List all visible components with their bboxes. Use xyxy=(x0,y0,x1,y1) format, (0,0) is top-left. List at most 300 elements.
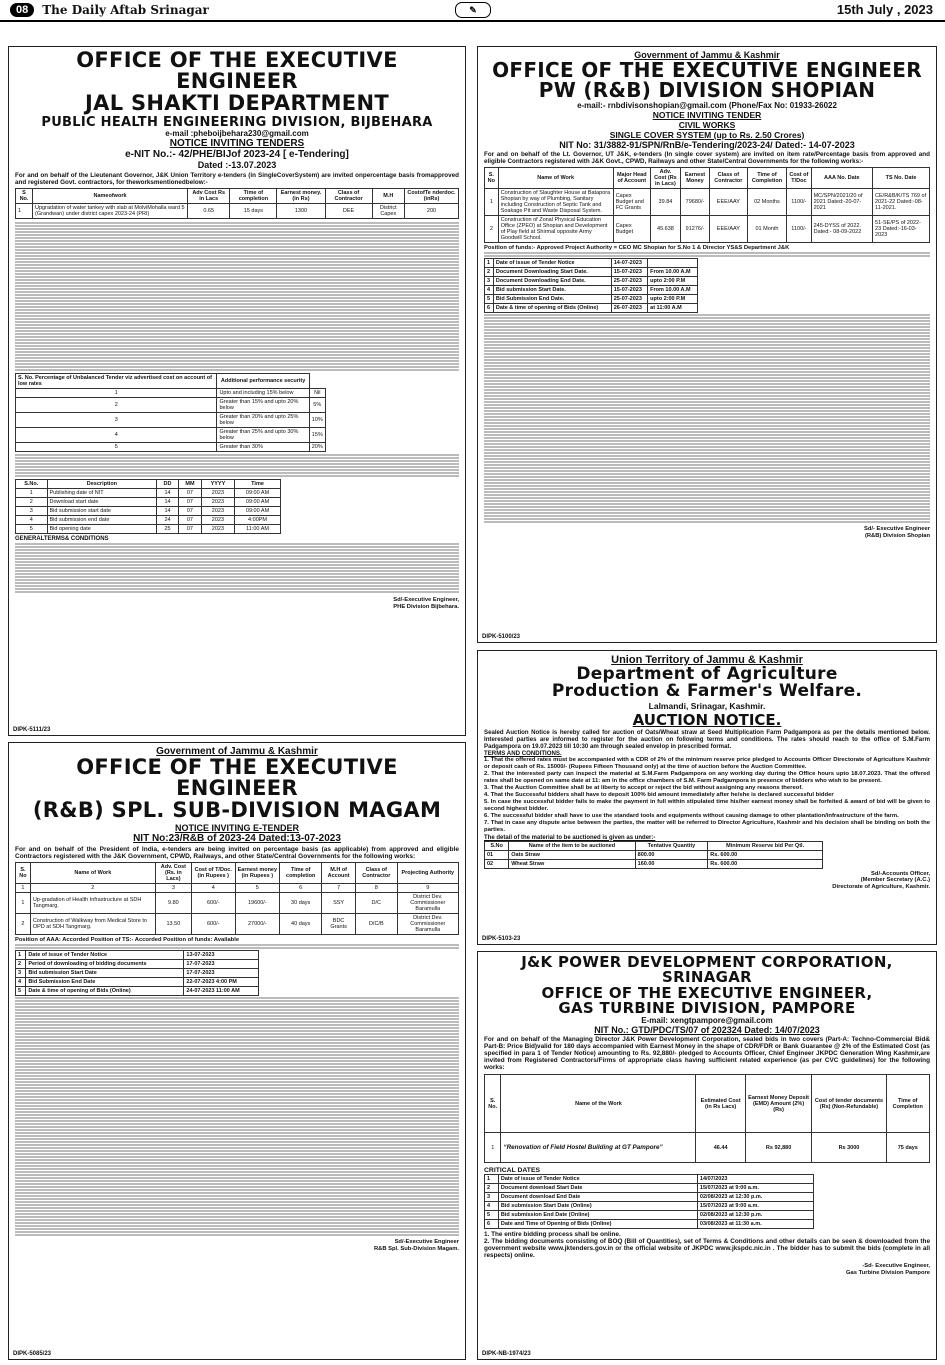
ad4-term-item: 2. That the interested party can inspect the material at S.M.Farm Padgampora on any working day during the Office hours upto 18.07.2023. That the offered rates shall be opened on same date at 11: am in the office chambers of S.M. Farm Padgampora in presence of bidders who wish to be present. xyxy=(484,770,930,784)
ad2-works-cell: MC/SPN/2021/20 of 2021 Dated:-20-07-2021 xyxy=(811,188,872,215)
ad5-h2: Estimated Cost (in Rs Lacs) xyxy=(696,1075,745,1133)
ad1-schedule-table xyxy=(15,479,281,534)
ad5-sched-cell: 2 xyxy=(485,1184,499,1193)
table-row xyxy=(16,398,326,413)
ad3-dipk: DIPK-5085/23 xyxy=(13,1351,52,1357)
ad2-sched-cell: 15-07-2023 xyxy=(611,285,647,294)
ad3-sched-cell: 2 xyxy=(16,960,26,969)
ad4-h2: Tentative Quantity xyxy=(635,841,708,850)
ad3-h1: Name of Work xyxy=(30,863,155,884)
ad5-dipk: DIPK-NB-1974/23 xyxy=(482,1351,531,1357)
ad3-sched-cell: 4 xyxy=(16,978,26,987)
ad2-works-cell: 79680/- xyxy=(681,188,710,215)
ad1-sched-cell: 07 xyxy=(178,516,201,525)
ad2-nit: NIT No: 31/3882-91/SPN/RnB/e-Tendering/2023-24/ Dated:- 14-07-2023 xyxy=(559,139,855,150)
ad1-sched-cell: 11:00 AM xyxy=(234,525,281,534)
ad1-sh0: S.No. xyxy=(16,480,48,489)
ad5-h1: Name of the Work xyxy=(501,1075,696,1133)
table-row xyxy=(16,498,281,507)
ad1-perf-cell: 5% xyxy=(309,398,325,413)
ad2-sched-cell: 14-07-2023 xyxy=(611,258,647,267)
ad3-sched-cell: 24-07-2023 11:00 AM xyxy=(184,987,259,996)
ad4-terms-title: TERMS AND CONDITIONS. xyxy=(484,749,562,757)
ad1-sched-cell: 2023 xyxy=(202,507,235,516)
ad3-colnum: 3 xyxy=(155,884,191,893)
ad2-works-cell: Capex Budget xyxy=(613,215,650,242)
ad5-sched-cell: 03/08/2023 at 11:30 a.m. xyxy=(697,1220,813,1229)
ad2-sched-cell: 5 xyxy=(485,294,494,303)
ad2-works-cell: 91276/- xyxy=(681,215,710,242)
ad-rnb-magam xyxy=(8,742,466,1360)
ad1-title2: JAL SHAKTI DEPARTMENT xyxy=(85,90,389,115)
ad2-works-cell: 1100/- xyxy=(787,215,811,242)
ad2-sched-cell: Bid submission Start Date. xyxy=(493,285,611,294)
ad2-sched-cell: From 10.00 A.M xyxy=(648,285,698,294)
ad2-funds: Position of funds:- Approved Project Authority = CEO MC Shopian for S.No 1 & Director YS&S Department J&K xyxy=(484,244,790,251)
table-row xyxy=(485,1133,930,1163)
ad5-signature2: Gas Turbine Division Pampore xyxy=(846,1270,930,1277)
ad-jal-shakti xyxy=(8,46,466,736)
ad3-h6: M.H of Account xyxy=(322,863,356,884)
ad5-works-table xyxy=(484,1074,930,1163)
ad1-sched-cell: Bid submission end date xyxy=(47,516,157,525)
table-row xyxy=(16,428,326,443)
ad1-h1: Nameofwork xyxy=(33,189,188,204)
ad1-c3: 15 days xyxy=(230,204,277,219)
table-row xyxy=(16,951,259,960)
ad4-h3: Minimum Reserve bid Per Qtl. xyxy=(708,841,823,850)
table-row xyxy=(485,188,930,215)
ad2-works-cell: 01 Month xyxy=(747,215,786,242)
ad3-signature2: R&B Spl. Sub-Division Magam. xyxy=(373,1246,459,1253)
ad5-sched-cell: Bid submission End Date (Online) xyxy=(498,1211,697,1220)
ad5-signature: -Sd- Executive Engineer, xyxy=(862,1263,930,1270)
ad4-place: Lalmandi, Srinagar, Kashmir. xyxy=(648,700,766,711)
table-row xyxy=(16,914,459,935)
ad1-perf-cell: 20% xyxy=(309,443,325,452)
ad4-h1: Name of the item to be auctioned xyxy=(509,841,635,850)
ad1-sh1: Description xyxy=(47,480,157,489)
ad2-h1: Name of Work xyxy=(498,167,613,188)
table-row xyxy=(485,276,698,285)
ad5-sched-cell: 14/07/2023 xyxy=(697,1175,813,1184)
ad2-works-cell: Construction of Slaughter House at Batapora Shopian by way of Plumbing, Sanitary including Construction of Septic Tank and Soakage Pit and Waste Disposal System. xyxy=(498,188,613,215)
ad2-sched-cell: 2 xyxy=(485,267,494,276)
ad5-note: 1. The entire bidding process shall be online. xyxy=(484,1231,621,1239)
ad1-sched-cell: 2023 xyxy=(202,498,235,507)
ad2-cover: SINGLE COVER SYSTEM (up to Rs. 2.50 Crores) xyxy=(609,129,805,140)
ad5-title2: OFFICE OF THE EXECUTIVE ENGINEER, xyxy=(541,983,873,1002)
ad1-h2: Adv Cost Rs in Lacs xyxy=(188,189,230,204)
ad2-sched-cell: upto 2:00 P.M xyxy=(648,276,698,285)
ad2-works-cell: 45.638 xyxy=(650,215,680,242)
ad3-works-table xyxy=(15,862,459,935)
ad5-critical: CRITICAL DATES xyxy=(484,1167,541,1175)
ad3-title2: (R&B) SPL. SUB-DIVISION MAGAM xyxy=(32,797,442,822)
ad2-signature2: (R&B) Division Shopian xyxy=(864,532,930,539)
ad1-sched-cell: 09:00 AM xyxy=(234,498,281,507)
ad4-intro: Sealed Auction Notice is hereby called for auction of Oats/Wheat straw at Seed Multiplication Farm Padgampora as per the details mentioned below. Interested parties are informed to register for the auction on following terms and conditions. The rates should reach to the office of S.M.Farm Padgampora on 19.07.2023 till 10:30 am through sealed envelop in prescribed format. xyxy=(484,728,930,750)
ad1-sched-cell: 14 xyxy=(157,507,178,516)
ad2-signature: Sd/- Executive Engineer xyxy=(863,525,930,532)
ad1-perf-cell: 5 xyxy=(16,443,217,452)
ad3-h8: Projecting Authority xyxy=(397,863,458,884)
ad1-h0: S No. xyxy=(16,189,33,204)
ad3-works-cell: 19600/- xyxy=(235,893,280,914)
ad1-sched-cell: 07 xyxy=(178,507,201,516)
ad3-colnum: 8 xyxy=(355,884,397,893)
ad2-sched-cell: upto 2:00 P.M xyxy=(648,294,698,303)
table-row xyxy=(485,303,698,312)
ad4-items-cell: 02 xyxy=(485,859,509,868)
ad5-sched-cell: 4 xyxy=(485,1202,499,1211)
ad3-works-cell: District Dev. Commissioner Baramulla xyxy=(397,914,458,935)
ad1-sched-cell: 14 xyxy=(157,489,178,498)
ad2-sched-cell: 15-07-2023 xyxy=(611,267,647,276)
ad1-perf-cell: 2 xyxy=(16,398,217,413)
ad5-c4: Rs 3000 xyxy=(812,1133,886,1163)
ad1-sched-cell: Download start date xyxy=(47,498,157,507)
ad1-sched-cell: 5 xyxy=(16,525,48,534)
ad5-sched-cell: Document download End Date xyxy=(498,1193,697,1202)
ad3-nit: NIT No:23/R&B of 2023-24 Dated:13-07-2023 xyxy=(133,833,341,845)
ad3-sched-cell: Period of downloading of bidding documents xyxy=(26,960,184,969)
table-row xyxy=(485,1211,814,1220)
ad3-sched-cell: 17-07-2023 xyxy=(184,960,259,969)
ad3-works-cell: D/C/B xyxy=(355,914,397,935)
ad2-works-cell: 39.84 xyxy=(650,188,680,215)
issue-date: 15th July , 2023 xyxy=(836,2,933,17)
ad4-items-cell: 01 xyxy=(485,850,509,859)
ad5-h4: Cost of tender documents (Rs) (Non-Refundable) xyxy=(812,1075,886,1133)
ad3-sched-cell: 5 xyxy=(16,987,26,996)
ad5-c0: 1 xyxy=(485,1133,501,1163)
ad3-works-cell: 2 xyxy=(16,914,31,935)
table-row xyxy=(485,1184,814,1193)
ad5-title3: GAS TURBINE DIVISION, PAMPORE xyxy=(558,998,856,1017)
table-row xyxy=(16,489,281,498)
ad4-items-cell: Rs. 600.00 xyxy=(708,859,823,868)
ad4-items-cell: 160.00 xyxy=(635,859,708,868)
ad3-h4: Earnest money (in Rupees ) xyxy=(235,863,280,884)
ad3-works-cell: D/C xyxy=(355,893,397,914)
ad2-h9: TS No. Date xyxy=(873,167,930,188)
ad3-h2: Adv. Cost (Rs. in Lacs) xyxy=(155,863,191,884)
ad1-general: GENERALTERMS& CONDITIONS xyxy=(15,536,109,543)
ad3-works-cell: 30 days xyxy=(280,893,322,914)
ad2-sched-cell: 25-07-2023 xyxy=(611,294,647,303)
ad-rnb-shopian xyxy=(477,46,937,643)
ad3-sched-cell: Bid submission Start Date xyxy=(26,969,184,978)
ad1-sched-cell: 2 xyxy=(16,498,48,507)
ad1-title3: PUBLIC HEALTH ENGINEERING DIVISION, BIJBEHARA xyxy=(41,115,433,131)
ad2-sched-cell: Date & time of opening of Bids (Online) xyxy=(493,303,611,312)
ad1-sched-cell: 09:00 AM xyxy=(234,489,281,498)
ad4-items-cell: Wheat Straw xyxy=(509,859,635,868)
ad3-works-cell: District Dev. Commissioner Baramulla xyxy=(397,893,458,914)
ad3-colnum: 9 xyxy=(397,884,458,893)
table-row xyxy=(16,389,326,398)
ad4-signature3: Directorate of Agriculture, Kashmir. xyxy=(832,884,930,891)
page-number: 08 xyxy=(10,3,34,17)
ad3-colnum: 5 xyxy=(235,884,280,893)
ad2-works-cell: CE/R&B/K/TS 769 of 2021-22 Dated:-08-11-2021. xyxy=(873,188,930,215)
ad3-works-cell: 600/- xyxy=(191,893,235,914)
ad3-works-cell: Up-gradation of Health Infrastructure at SDH Tangmarg. xyxy=(30,893,155,914)
ad5-email: E-mail: xengtpampore@gmail.com xyxy=(641,1016,773,1026)
ad1-perf-cell: 3 xyxy=(16,413,217,428)
table-row xyxy=(485,294,698,303)
ad3-intro: For and on behalf of the President of India, e-tenders are being invited on percentage basis (as applicable) from approved and eligible Contractors registered with the J&K Government, CPWD, Railways, and other State/Central Governments for the following works: xyxy=(15,846,459,861)
ad1-c1: Upgradation of water tankey with slab at MolviMohalla ward 5 (Grandwan) under district capex 2023-24 (PRI) xyxy=(33,204,188,219)
ad5-sched-cell: Bid submission Start Date (Online) xyxy=(498,1202,697,1211)
ad3-colnum: 2 xyxy=(30,884,155,893)
ad4-term-item: 1. That the offered rates must be accompanied with a CDR of 2% of the minimum reserve price pledged to Accounts Officer Directorate of Agriculture Kashmir or deposit cash of Rs. 15000/- (Rupees Fifteen Thousand only) at the time of auction before the Auction Committee. xyxy=(484,756,930,770)
ad1-c0: 1 xyxy=(16,204,33,219)
ad2-sched-cell: 25-07-2023 xyxy=(611,276,647,285)
ad3-works-cell: 13.50 xyxy=(155,914,191,935)
ad1-h5: Class of Contractor xyxy=(325,189,372,204)
ad1-perf-cell: Nil xyxy=(309,389,325,398)
ad2-works-table xyxy=(484,167,930,243)
ad2-dipk: DIPK-5100/23 xyxy=(482,634,521,640)
ad2-sched-cell: From 10.00 A.M xyxy=(648,267,698,276)
ad2-h5: Class of Contractor xyxy=(710,167,748,188)
ad3-sched-cell: Bid Submission End Date xyxy=(26,978,184,987)
ad2-title2: PW (R&B) DIVISION SHOPIAN xyxy=(538,78,876,103)
ad5-c2: 46.44 xyxy=(696,1133,745,1163)
ad5-sched-cell: Document download Start Date xyxy=(498,1184,697,1193)
ad2-works-cell: 2 xyxy=(485,215,499,242)
ad3-works-cell: 40 days xyxy=(280,914,322,935)
ad3-sched-cell: 13-07-2023 xyxy=(184,951,259,960)
ad1-body-text xyxy=(15,222,459,371)
ad4-notice: AUCTION NOTICE. xyxy=(632,710,782,729)
masthead xyxy=(0,0,945,22)
ad1-h7: CostofTe nderdoc. (inRs) xyxy=(405,189,459,204)
ad2-schedule-table xyxy=(484,258,698,313)
ad3-colnum: 6 xyxy=(280,884,322,893)
ad2-title1: OFFICE OF THE EXECUTIVE ENGINEER xyxy=(492,58,922,82)
table-row xyxy=(16,525,281,534)
ad1-sched-cell: 14 xyxy=(157,498,178,507)
ad4-dipk: DIPK-5103-23 xyxy=(482,936,521,942)
ad4-govt: Union Territory of Jammu & Kashmir xyxy=(611,654,803,666)
ad1-sched-cell: 4:00PM xyxy=(234,516,281,525)
ad3-position: Position of AAA: Accorded Position of TS:- Accorded Position of funds: Available xyxy=(15,937,240,944)
ad2-sched-cell: 3 xyxy=(485,276,494,285)
ad5-sched-cell: 3 xyxy=(485,1193,499,1202)
ad1-sched-cell: Bid submission start date xyxy=(47,507,157,516)
ad2-h6: Time of Completion xyxy=(747,167,786,188)
ad4-items-cell: 800.00 xyxy=(635,850,708,859)
ad1-perf-cell: Greater than 20% and upto 25% below xyxy=(217,413,309,428)
ad5-sched-cell: 1 xyxy=(485,1175,499,1184)
ad5-h5: Time of Completion xyxy=(886,1075,929,1133)
ad2-email: e-mail:- rnbdivisonshopian@gmail.com (Phone/Fax No: 01933-26022 xyxy=(577,100,837,110)
table-row xyxy=(16,987,259,996)
table-row xyxy=(16,978,259,987)
ad3-h0: S. No xyxy=(16,863,31,884)
ad2-sched-cell: 6 xyxy=(485,303,494,312)
ad2-h4: Earnest Money xyxy=(681,167,710,188)
ad1-sched-cell: 24 xyxy=(157,516,178,525)
ad3-works-cell: BDC Grants xyxy=(322,914,356,935)
ad3-sched-cell: Date of issue of Tender Notice xyxy=(26,951,184,960)
ad2-works-cell: 1100/- xyxy=(787,188,811,215)
ad4-term-item: 4. That the Successful bidders shall have to deposit 100% bid amount immediately after he/she is declared successful bidder xyxy=(484,792,834,799)
table-row xyxy=(485,267,698,276)
newspaper-logo-icon: ✎ xyxy=(455,2,491,18)
ad3-works-cell: 27000/- xyxy=(235,914,280,935)
ad1-signature2: PHE Division Bijbehara. xyxy=(393,604,459,611)
ad5-sched-cell: 02/08/2023 at 12:30 p.m. xyxy=(697,1193,813,1202)
ad1-perf-cell: Greater than 15% and upto 20% below xyxy=(217,398,309,413)
ad3-sched-cell: Date & time of opening of Bids (Online) xyxy=(26,987,184,996)
ad1-sh2: DD xyxy=(157,480,178,489)
ad2-h8: AAA No. Date xyxy=(811,167,872,188)
ad5-sched-cell: 15/07/2023 at 9:00 a.m. xyxy=(697,1184,813,1193)
ad2-works-cell: EEE/AAY xyxy=(710,188,748,215)
ad4-h0: S.No xyxy=(485,841,509,850)
ad5-c1: “Renovation of Field Hostel Building at GT Pampore” xyxy=(501,1133,696,1163)
table-row xyxy=(16,507,281,516)
ad3-colnum: 4 xyxy=(191,884,235,893)
ad1-c4: 1300 xyxy=(277,204,325,219)
table-row xyxy=(485,215,930,242)
ad2-h3: Adv. Cost (Rs in Lacs) xyxy=(650,167,680,188)
ad3-notice: NOTICE INVITING E-TENDER xyxy=(174,823,299,834)
ad5-sched-cell: 6 xyxy=(485,1220,499,1229)
ad1-sched-cell: Publishing date of NIT xyxy=(47,489,157,498)
ad5-c3: Rs 92,880 xyxy=(745,1133,812,1163)
ad3-colnum: 7 xyxy=(322,884,356,893)
table-row xyxy=(16,443,326,452)
ad3-sched-cell: 17-07-2023 xyxy=(184,969,259,978)
ad5-sched-cell: Date and Time of Opening of Bids (Online) xyxy=(498,1220,697,1229)
ad1-perf-cell: 10% xyxy=(309,413,325,428)
ad2-sched-cell: Document Downloading End Date. xyxy=(493,276,611,285)
ad3-sched-cell: 3 xyxy=(16,969,26,978)
ad3-h7: Class of Contractor xyxy=(355,863,397,884)
ad2-works-cell: Construction of Zonal Physical Education Office (ZPEO) at Shopian and Development of Play field at Shirmal opposite Army Goodwill School. xyxy=(498,215,613,242)
ad5-title1: J&K POWER DEVELOPMENT CORPORATION, SRINAGAR xyxy=(521,953,893,987)
table-row xyxy=(485,1220,814,1229)
ad5-note: 2. The bidding documents consisting of BOQ (Bill of Quantities), set of Terms & Conditions and other details can be seen & downloaded from the government website www.jktenders.gov.in or the official website of JKPDC www.jkspdc.nic.in . The bidder has to submit the bids (complete in all respects) online. xyxy=(484,1238,930,1260)
ad1-sh3: MM xyxy=(178,480,201,489)
ad2-sched-cell: Bid Submission End Date. xyxy=(493,294,611,303)
ad5-intro: For and on behalf of the Managing Director J&K Power Development Corporation, sealed bids in two covers (Part-A: Techno-Commercial Bid& Part-B: Price Bid)valid for 180 days accompanied with Earnest Money in the shape of CDR/FDR or Bank Guarantee @ 2% of the Estimated Cost (as specified in para 1 of Tender Notice) amounting to Rs. 92,880/- pledged to Accounts Officer, Chief Engineer JKPDC Generation Wing Kashmir,are invited from Registered Contractors/Firms of appropriate class having sufficient related experience (as per CVC guidelines) for the following works: xyxy=(484,1036,930,1072)
ad1-perf-cell: 1 xyxy=(16,389,217,398)
ad1-c6: District Capex xyxy=(372,204,404,219)
ad1-c7: 200 xyxy=(405,204,459,219)
ad2-sched-cell: at 11:00 A.M xyxy=(648,303,698,312)
ad1-h4: Earnest money.(in Rs) xyxy=(277,189,325,204)
table-row xyxy=(485,285,698,294)
table-row xyxy=(16,960,259,969)
ad4-signature: Sd/-Accounts Officer, xyxy=(871,870,930,877)
ad5-h0: S. No. xyxy=(485,1075,501,1133)
ad3-h3: Cost of T/Doc. (in Rupees ) xyxy=(191,863,235,884)
ad4-term-item: 7. That in case any dispute arise between the parties, the matter will be referred to Director Agriculture, Kashmir and his decision shall be binding on both the parties. xyxy=(484,820,930,834)
ad2-sched-cell: Document Downloading Start Date. xyxy=(493,267,611,276)
ad2-sched-cell: 4 xyxy=(485,285,494,294)
ad5-sched-cell: 5 xyxy=(485,1211,499,1220)
ad1-intro: For and on behalf of the Lieutenant Governor, J&K Union Territory e-tenders (in SingleCoverSystem) are invited onpercentage basis fromapproved and registered Govt. contractors, for theworksmentionedbelow:- xyxy=(15,172,459,187)
ad3-works-cell: Construction of Walkway from Medical Store to OPD at SDH Tangmarg. xyxy=(30,914,155,935)
ad-jkpdc-pampore xyxy=(477,951,937,1360)
ad1-sched-cell: 25 xyxy=(157,525,178,534)
ad4-items-table xyxy=(484,841,823,869)
ad1-perf-cell: Greater than 25% and upto 30% below xyxy=(217,428,309,443)
table-row xyxy=(16,204,459,219)
ad3-title1: OFFICE OF THE EXECUTIVE ENGINEER xyxy=(76,755,398,801)
ad5-schedule-table xyxy=(484,1174,814,1229)
ad4-term-item: 5. In case the successful bidder fails to make the payment in full within stipulated time his/her earnest money shall be forfeited & award of bid will be given to second highest bidder. xyxy=(484,799,930,813)
ad4-title2: Production & Farmer's Welfare. xyxy=(551,681,863,702)
ad5-sched-cell: 02/08/2023 at 12:30 p.m. xyxy=(697,1211,813,1220)
ad1-sched-cell: 3 xyxy=(16,507,48,516)
ad2-works-cell: 02 Months xyxy=(747,188,786,215)
ad4-items-cell: Rs. 600.00 xyxy=(708,850,823,859)
ad1-perf-h0: S. No. Percentage of Unbalanced Tender viz advertised cost on account of low rates xyxy=(16,374,217,389)
ad1-sched-cell: 07 xyxy=(178,525,201,534)
ad5-sched-cell: 15/07/2023 at 9:00 a.m. xyxy=(697,1202,813,1211)
ad1-performance-table xyxy=(15,373,326,452)
table-row xyxy=(485,1202,814,1211)
ad-agriculture-auction xyxy=(477,650,937,945)
ad4-title1: Department of Agriculture xyxy=(576,664,838,684)
ad1-dipk: DIPK-5111/23 xyxy=(13,727,51,733)
ad2-works-cell: 245-DYSS of 2022. Dated:- 08-09-2022 xyxy=(811,215,872,242)
table-row xyxy=(485,1175,814,1184)
ad2-works-cell: EEE/AAY xyxy=(710,215,748,242)
ad1-c5: DEE xyxy=(325,204,372,219)
ad1-title1: OFFICE OF THE EXECUTIVE ENGINEER xyxy=(76,48,398,94)
ad3-h5: Time of completion xyxy=(280,863,322,884)
ad2-h2: Major Head of Account xyxy=(613,167,650,188)
ad1-sched-cell: 2023 xyxy=(202,489,235,498)
newspaper-name: The Daily Aftab Srinagar xyxy=(42,3,209,17)
ad2-sched-cell: 1 xyxy=(485,258,494,267)
ad1-c2: 0.65 xyxy=(188,204,230,219)
ad1-sched-cell: 07 xyxy=(178,489,201,498)
ad2-sched-cell xyxy=(648,258,698,267)
ad2-works-cell: 51-SE/PS of 2022-23 Dated:-16-03-2023 xyxy=(873,215,930,242)
table-row xyxy=(16,893,459,914)
ad1-h3: Time of completion xyxy=(230,189,277,204)
ad4-signature2: (Member Secretary (A.C.) xyxy=(860,877,930,884)
ad2-govt: Government of Jammu & Kashmir xyxy=(634,50,780,60)
ad2-intro: For and on behalf of the Lt. Governor, UT J&K, e-tenders (In single cover system) are invited on item rate/Percentage basis from approved and eligible Contractors registered with J&K Govt., CPWD, Railways and other State/Central Governments for the following works:- xyxy=(484,150,930,165)
ad1-sched-cell: 2023 xyxy=(202,516,235,525)
ad5-c5: 75 days xyxy=(886,1133,929,1163)
ad1-email: e-mail :pheboijbehara230@gmail.com xyxy=(165,129,309,139)
ad3-sched-cell: 1 xyxy=(16,951,26,960)
ad3-schedule-table xyxy=(15,950,259,996)
ad3-signature: Sd/-Executive Engineer xyxy=(394,1239,459,1246)
ad1-sh4: YYYY xyxy=(202,480,235,489)
ad3-works-cell: 9.80 xyxy=(155,893,191,914)
ad1-sched-cell: 4 xyxy=(16,516,48,525)
ad1-sched-cell: Bid opening date xyxy=(47,525,157,534)
ad2-sched-cell: Date of issue of Tender Notice xyxy=(493,258,611,267)
ad1-nit: e-NIT No.:- 42/PHE/BIJof 2023-24 [ e-Tendering] xyxy=(125,149,349,161)
ad4-term-item: 3. That the Auction Committee shall be at liberty to accept or reject the bid without assigning any reasons thereof. xyxy=(484,784,803,791)
table-row xyxy=(485,258,698,267)
ad1-sched-cell: 07 xyxy=(178,498,201,507)
ad2-sched-cell: 26-07-2023 xyxy=(611,303,647,312)
